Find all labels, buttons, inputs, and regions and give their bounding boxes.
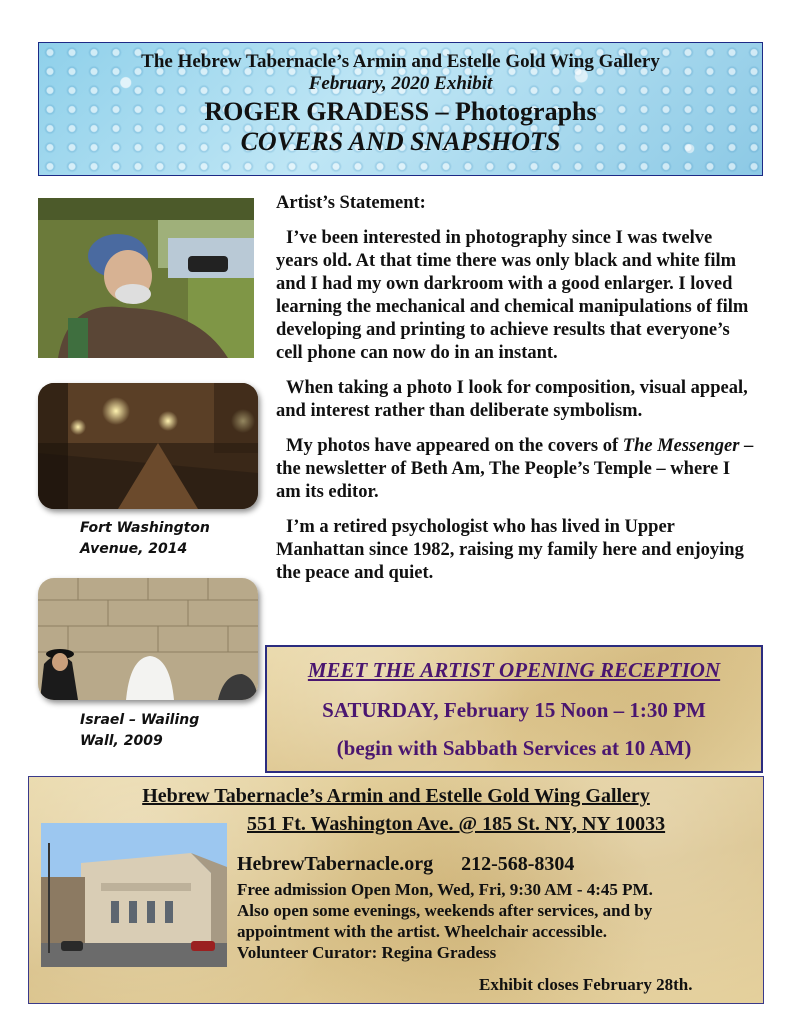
gallery-address: 551 Ft. Washington Ave. @ 185 St. NY, NY 10033 [247, 813, 666, 835]
reception-note: (begin with Sabbath Services at 10 AM) [336, 736, 692, 760]
opening-reception-box [265, 645, 763, 773]
visit-details [237, 879, 757, 963]
hours-line: Free admission Open Mon, Wed, Fri, 9:30 AM - 4:45 PM. [237, 880, 653, 899]
contact-line [237, 853, 574, 876]
details-line: appointment with the artist. Wheelchair accessible. [237, 922, 608, 941]
statement-paragraph: I’ve been interested in photography since I was twelve years old. At that time there was only black and white film and I had my own darkroom with a good enlarger. I loved learning the mechanical and chemical manipulations of film developing and printing to achieve results that everyone’s cell phone can now do in an instant. [276, 228, 749, 363]
details-line: Also open some evenings, weekends after services, and by [237, 901, 653, 920]
website-link[interactable]: HebrewTabernacle.org [237, 853, 434, 875]
statement-text: My photos have appeared on the covers of [286, 436, 623, 456]
gallery-title: The Hebrew Tabernacle’s Armin and Estelle Gold Wing Gallery [141, 51, 660, 72]
reception-title: MEET THE ARTIST OPENING RECEPTION [307, 658, 721, 682]
caption-line: Israel – Wailing [80, 712, 200, 728]
exhibit-header-banner [38, 42, 763, 176]
artist-portrait-photo [38, 198, 254, 358]
statement-paragraph: When taking a photo I look for composition, visual appeal, and interest rather than deliberate symbolism. [276, 378, 748, 421]
exhibit-closing-date: Exhibit closes February 28th. [479, 975, 693, 994]
caption-line: Fort Washington [80, 520, 210, 536]
fort-washington-photo [38, 383, 258, 509]
gallery-info-box [28, 776, 764, 1004]
wailing-wall-caption [80, 710, 199, 752]
statement-paragraph [276, 435, 756, 504]
reception-date: SATURDAY, February 15 Noon – 1:30 PM [322, 698, 706, 722]
newsletter-name: The Messenger [622, 436, 740, 456]
artist-name: ROGER GRADESS – Photographs [204, 97, 597, 126]
artist-statement [276, 192, 756, 597]
phone-number: 212-568-8304 [461, 853, 575, 875]
statement-text: – the newsletter of Beth Am, The People’s Temple – where I am its editor. [276, 436, 754, 502]
exhibit-subtitle: COVERS AND SNAPSHOTS [240, 127, 561, 156]
statement-heading: Artist’s Statement: [276, 193, 426, 213]
fort-washington-caption [80, 518, 210, 560]
synagogue-building-photo [41, 823, 227, 967]
exhibit-date: February, 2020 Exhibit [308, 73, 493, 94]
wailing-wall-photo [38, 578, 258, 700]
gallery-name: Hebrew Tabernacle’s Armin and Estelle Gold Wing Gallery [142, 785, 650, 807]
caption-line: Avenue, 2014 [80, 541, 188, 557]
curator-line: Volunteer Curator: Regina Gradess [237, 943, 497, 962]
statement-paragraph: I’m a retired psychologist who has lived in Upper Manhattan since 1982, raising my family here and enjoying the peace and quiet. [276, 517, 744, 583]
caption-line: Wall, 2009 [80, 733, 163, 749]
